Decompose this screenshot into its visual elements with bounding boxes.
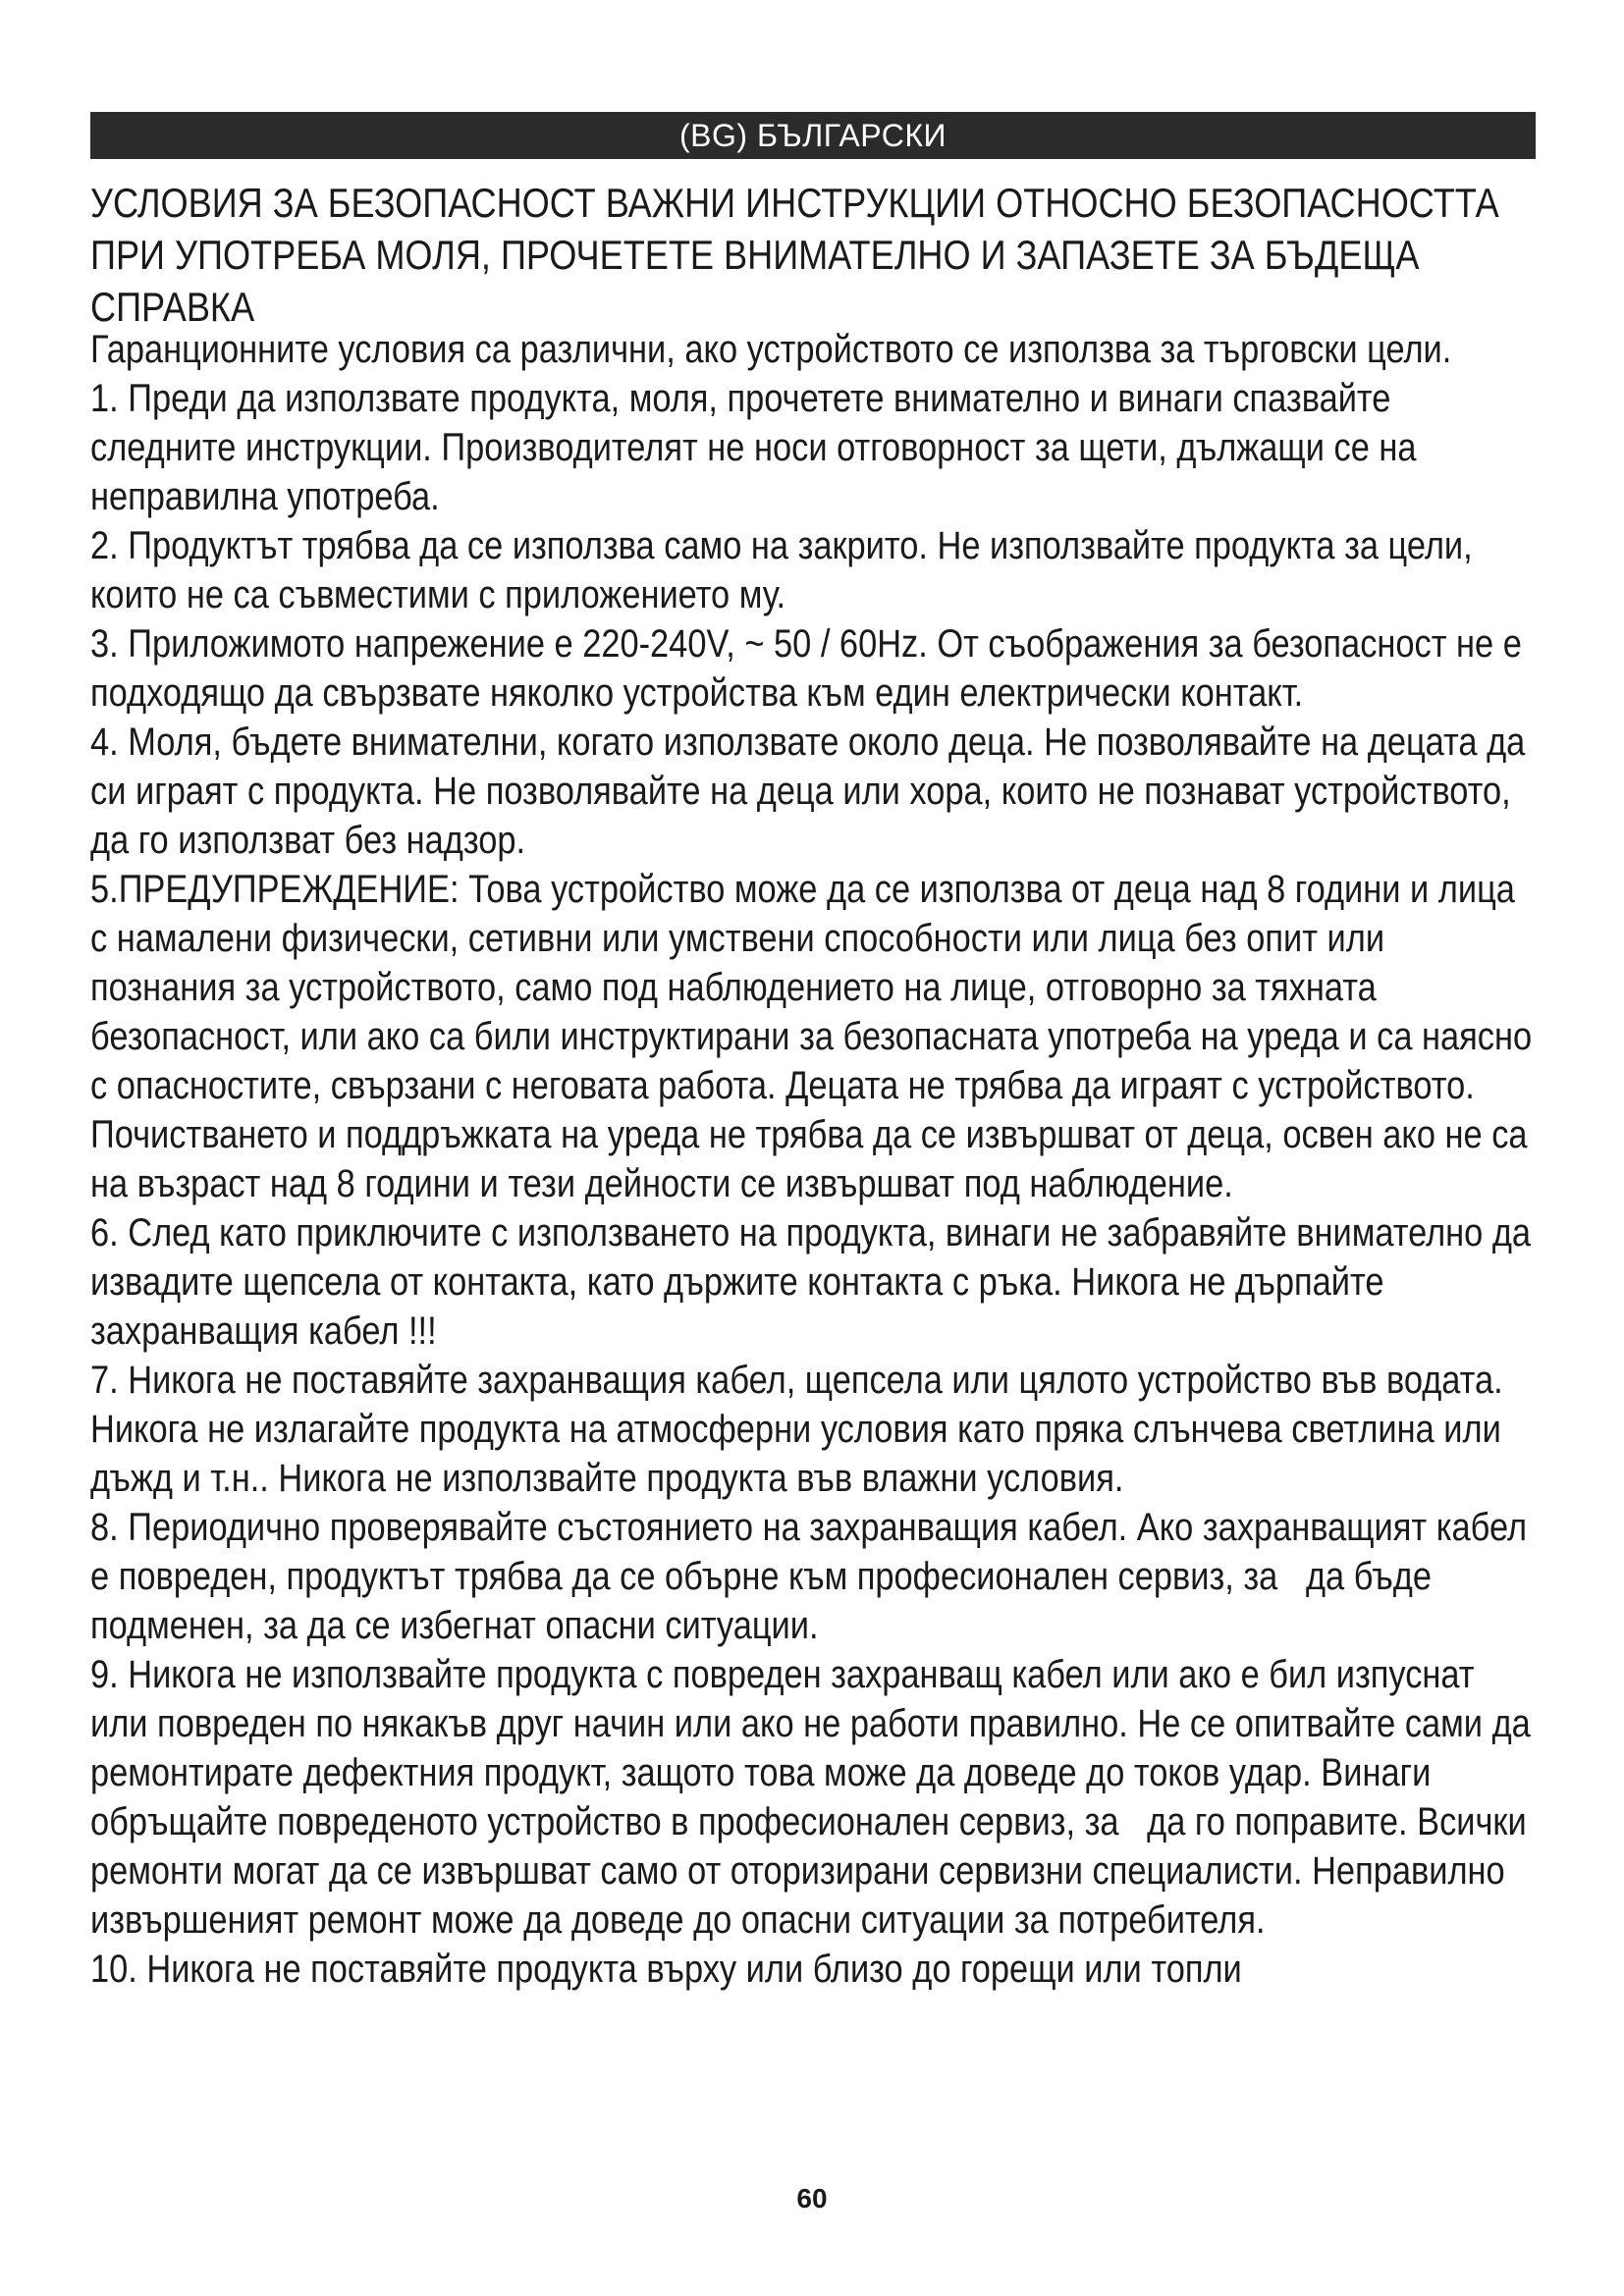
instruction-5-warning: 5.ПРЕДУПРЕЖДЕНИЕ: Това устройство може да се използва от деца над 8 години и лица с намалени физически, сетивни или умствени способности или лица без опит или познания за устройството, само под наблюдението на лице, отговорно за тяхната безопасност, или ако са били инструктирани за безопасната употреба на уреда и са наясно с опасностите, свързани с неговата работа. Децата не трябва да играят с устройството. Почистването и поддръжката на уреда не трябва да се извършват от деца, освен ако не са на възраст над 8 години и тези дейности се извършват под наблюдение. xyxy=(90,868,1533,1205)
document-body xyxy=(90,177,1542,1994)
instruction-6: 6. След като приключите с използването на продукта, винаги не забравяйте внимателно да извадите щепсела от контакта, като държите контакта с ръка. Никога не дърпайте захранващия кабел !!! xyxy=(90,1211,1532,1353)
instruction-8: 8. Периодично проверявайте състоянието на захранващия кабел. Ако захранващият кабел е повреден, продуктът трябва да се обърне към професионален сервиз, за да бъде подменен, за да се избегнат опасни ситуации. xyxy=(90,1506,1528,1647)
instruction-3: 3. Приложимото напрежение е 220-240V, ~ 50 / 60Hz. От съображения за безопасност не е подходящо да свързвате няколко устройства към един електрически контакт. xyxy=(90,622,1522,715)
page-number: 60 xyxy=(796,2183,828,2214)
instruction-7: 7. Никога не поставяйте захранващия кабел, щепсела или цялото устройство във водата. Никога не излагайте продукта на атмосферни условия като пряка слънчева светлина или дъжд и т.н.. Никога не използвайте продукта във влажни условия. xyxy=(90,1359,1503,1500)
instruction-1: 1. Преди да използвате продукта, моля, прочетете внимателно и винаги спазвайте следните инструкции. Производителят не носи отговорност за щети, дължащи се на неправилна употреба. xyxy=(90,377,1417,518)
language-header-bar: (BG) БЪЛГАРСКИ xyxy=(90,112,1536,159)
instruction-10: 10. Никога не поставяйте продукта върху или близо до горещи или топли xyxy=(90,1948,1242,1991)
warranty-intro: Гаранционните условия са различни, ако устройството се използва за търговски цели. xyxy=(90,328,1452,371)
safety-heading: УСЛОВИЯ ЗА БЕЗОПАСНОСТ ВАЖНИ ИНСТРУКЦИИ ОТНОСНО БЕЗОПАСНОСТТА ПРИ УПОТРЕБА МОЛЯ, ПРОЧЕТЕТЕ ВНИМАТЕЛНО И ЗАПАЗЕТЕ ЗА БЪДЕЩА СПРАВКА xyxy=(90,180,1499,330)
instruction-2: 2. Продуктът трябва да се използва само на закрито. Не използвайте продукта за цели, които не са съвместими с приложението му. xyxy=(90,524,1473,616)
instruction-9: 9. Никога не използвайте продукта с повреден захранващ кабел или ако е бил изпуснат или повреден по някакъв друг начин или ако не работи правилно. Не се опитвайте сами да ремонтирате дефектния продукт, защото това може да доведе до токов удар. Винаги обръщайте повреденото устройство в професионален сервиз, за да го поправите. Всички ремонти могат да се извършват само от оторизирани сервизни специалисти. Неправилно извършеният ремонт може да доведе до опасни ситуации за потребителя. xyxy=(90,1653,1531,1942)
instruction-4: 4. Моля, бъдете внимателни, когато използвате около деца. Не позволявайте на децата да си играят с продукта. Не позволявайте на деца или хора, които не познават устройството, да го използват без надзор. xyxy=(90,721,1526,862)
